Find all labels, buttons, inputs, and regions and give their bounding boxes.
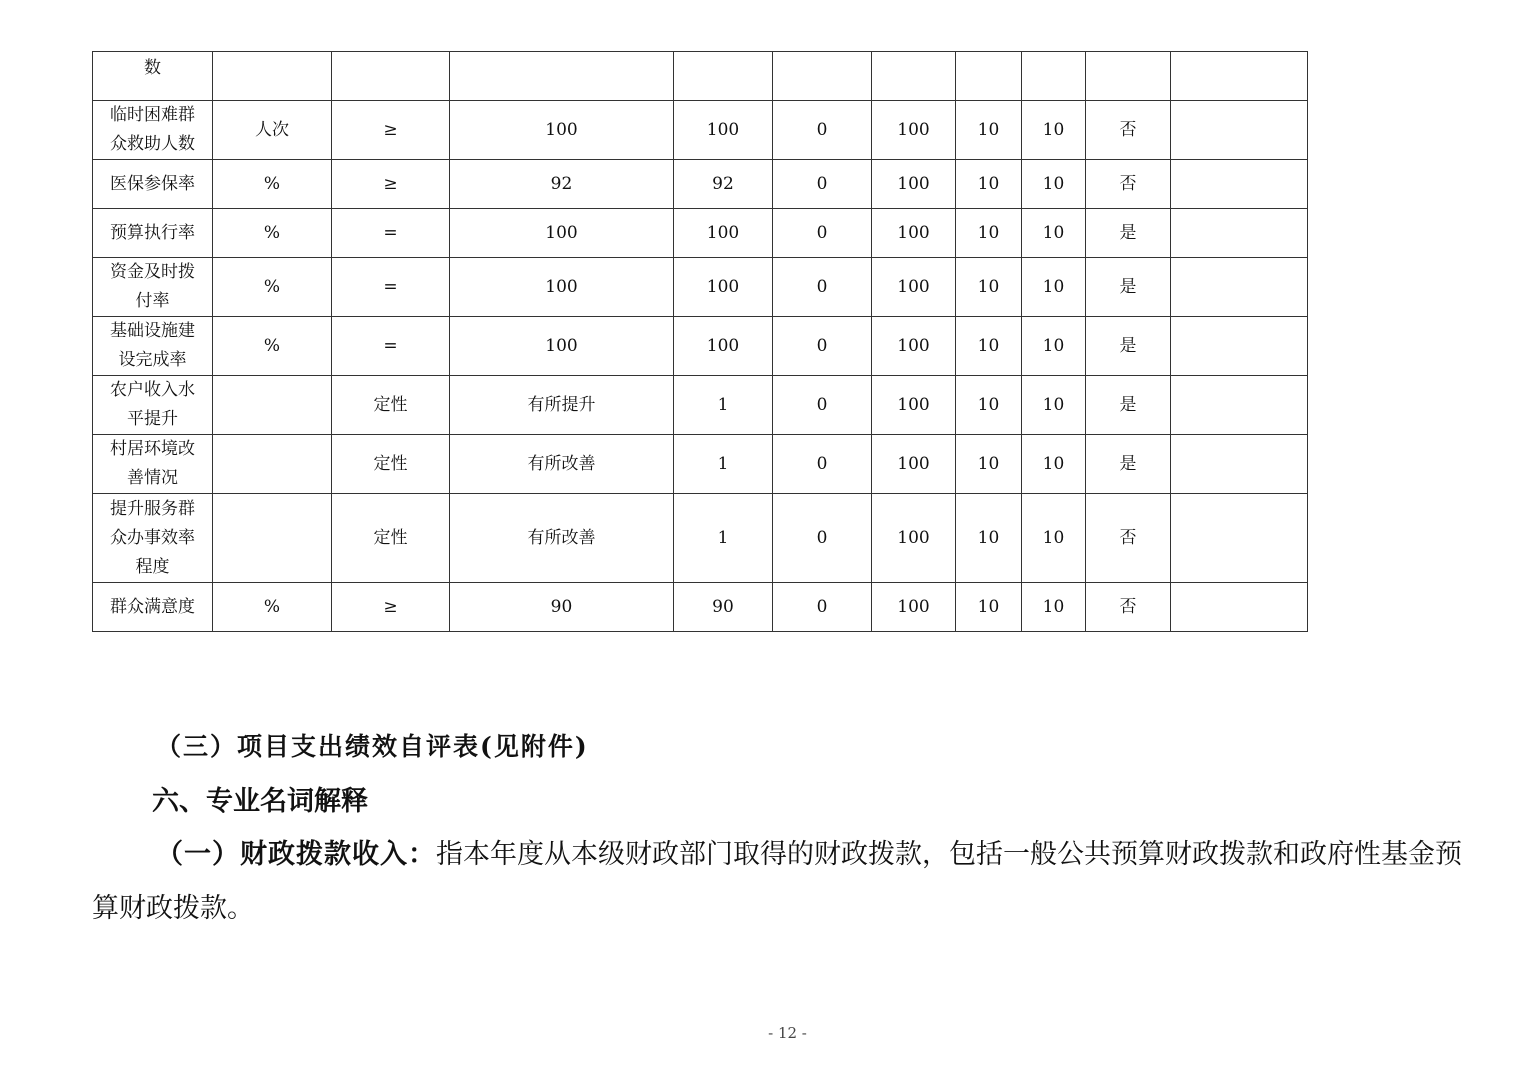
cell-operator: ≥: [332, 160, 450, 209]
cell-indicator-name: 数: [93, 52, 213, 101]
cell-indicator-name: 临时困难群 众救助人数: [93, 101, 213, 160]
cell-score-rate: 100: [872, 317, 956, 376]
cell-operator: [332, 52, 450, 101]
cell-operator: =: [332, 209, 450, 258]
table-row: [93, 160, 1308, 209]
cell-weight: 10: [956, 160, 1022, 209]
cell-score: 10: [1022, 101, 1086, 160]
cell-remarks: [1171, 52, 1308, 101]
cell-remarks: [1171, 376, 1308, 435]
cell-target-value: 有所改善: [450, 435, 674, 494]
definition-text: 指本年度从本级财政部门取得的财政拨款，包括一般公共预算财政拨款和政府性基金预算财政拨款。: [92, 839, 1462, 924]
performance-indicator-table: [92, 51, 1308, 632]
cell-indicator-name: 农户收入水 平提升: [93, 376, 213, 435]
cell-deviation: 0: [773, 435, 872, 494]
cell-weight: 10: [956, 101, 1022, 160]
section-heading-glossary: 六、专业名词解释: [152, 786, 368, 817]
cell-is-core: 否: [1086, 101, 1171, 160]
page-number: - 12 -: [768, 1024, 807, 1042]
cell-score-rate: 100: [872, 583, 956, 632]
cell-actual-value: 1: [674, 494, 773, 583]
cell-target-value: 100: [450, 101, 674, 160]
cell-operator: 定性: [332, 494, 450, 583]
definition-paragraph: [92, 828, 1482, 936]
cell-score: 10: [1022, 435, 1086, 494]
cell-actual-value: 100: [674, 101, 773, 160]
sub-heading-self-evaluation: （三）项目支出绩效自评表(见附件): [156, 732, 589, 761]
cell-unit: %: [213, 258, 332, 317]
cell-actual-value: 90: [674, 583, 773, 632]
cell-target-value: 有所改善: [450, 494, 674, 583]
cell-target-value: 有所提升: [450, 376, 674, 435]
table-row: [93, 435, 1308, 494]
cell-deviation: 0: [773, 101, 872, 160]
cell-score-rate: 100: [872, 160, 956, 209]
cell-is-core: 是: [1086, 435, 1171, 494]
table-row: [93, 258, 1308, 317]
cell-score-rate: 100: [872, 101, 956, 160]
cell-weight: 10: [956, 317, 1022, 376]
definition-term: （一）财政拨款收入：: [156, 839, 436, 870]
cell-indicator-name: 预算执行率: [93, 209, 213, 258]
cell-score: [1022, 52, 1086, 101]
cell-weight: [956, 52, 1022, 101]
cell-score-rate: 100: [872, 494, 956, 583]
cell-weight: 10: [956, 583, 1022, 632]
cell-actual-value: 1: [674, 376, 773, 435]
cell-operator: ≥: [332, 101, 450, 160]
cell-actual-value: 100: [674, 209, 773, 258]
table-row: [93, 317, 1308, 376]
cell-remarks: [1171, 209, 1308, 258]
table-row: [93, 583, 1308, 632]
cell-score: 10: [1022, 376, 1086, 435]
table-body: [93, 52, 1308, 632]
cell-unit: %: [213, 160, 332, 209]
cell-operator: =: [332, 317, 450, 376]
cell-indicator-name: 资金及时拨 付率: [93, 258, 213, 317]
cell-actual-value: [674, 52, 773, 101]
cell-remarks: [1171, 160, 1308, 209]
table-row: [93, 494, 1308, 583]
cell-indicator-name: 群众满意度: [93, 583, 213, 632]
cell-is-core: 是: [1086, 209, 1171, 258]
cell-weight: 10: [956, 376, 1022, 435]
cell-indicator-name: 基础设施建 设完成率: [93, 317, 213, 376]
cell-weight: 10: [956, 258, 1022, 317]
cell-score: 10: [1022, 209, 1086, 258]
table-row: [93, 52, 1308, 101]
cell-deviation: 0: [773, 258, 872, 317]
cell-indicator-name: 医保参保率: [93, 160, 213, 209]
cell-deviation: 0: [773, 494, 872, 583]
cell-score: 10: [1022, 258, 1086, 317]
cell-actual-value: 92: [674, 160, 773, 209]
cell-unit: 人次: [213, 101, 332, 160]
cell-target-value: 100: [450, 317, 674, 376]
cell-remarks: [1171, 258, 1308, 317]
cell-actual-value: 1: [674, 435, 773, 494]
cell-weight: 10: [956, 494, 1022, 583]
cell-target-value: [450, 52, 674, 101]
cell-score: 10: [1022, 160, 1086, 209]
cell-weight: 10: [956, 209, 1022, 258]
cell-score-rate: 100: [872, 258, 956, 317]
cell-deviation: 0: [773, 376, 872, 435]
cell-remarks: [1171, 583, 1308, 632]
table-row: [93, 101, 1308, 160]
cell-actual-value: 100: [674, 258, 773, 317]
cell-unit: [213, 376, 332, 435]
cell-unit: [213, 52, 332, 101]
cell-indicator-name: 村居环境改 善情况: [93, 435, 213, 494]
cell-is-core: [1086, 52, 1171, 101]
cell-unit: [213, 435, 332, 494]
cell-score-rate: 100: [872, 376, 956, 435]
cell-unit: %: [213, 209, 332, 258]
cell-is-core: 否: [1086, 494, 1171, 583]
cell-is-core: 是: [1086, 317, 1171, 376]
table-row: [93, 376, 1308, 435]
cell-remarks: [1171, 317, 1308, 376]
cell-is-core: 是: [1086, 258, 1171, 317]
cell-score: 10: [1022, 494, 1086, 583]
cell-operator: 定性: [332, 435, 450, 494]
cell-remarks: [1171, 435, 1308, 494]
cell-weight: 10: [956, 435, 1022, 494]
table-row: [93, 209, 1308, 258]
cell-deviation: 0: [773, 160, 872, 209]
cell-remarks: [1171, 494, 1308, 583]
cell-score: 10: [1022, 583, 1086, 632]
cell-remarks: [1171, 101, 1308, 160]
cell-indicator-name: 提升服务群 众办事效率 程度: [93, 494, 213, 583]
cell-unit: [213, 494, 332, 583]
cell-score-rate: 100: [872, 209, 956, 258]
cell-is-core: 否: [1086, 583, 1171, 632]
cell-operator: ≥: [332, 583, 450, 632]
cell-deviation: 0: [773, 317, 872, 376]
cell-target-value: 100: [450, 209, 674, 258]
cell-target-value: 100: [450, 258, 674, 317]
cell-score: 10: [1022, 317, 1086, 376]
cell-deviation: 0: [773, 583, 872, 632]
cell-operator: 定性: [332, 376, 450, 435]
cell-is-core: 否: [1086, 160, 1171, 209]
cell-deviation: 0: [773, 209, 872, 258]
cell-unit: %: [213, 583, 332, 632]
cell-deviation: [773, 52, 872, 101]
cell-target-value: 90: [450, 583, 674, 632]
cell-operator: =: [332, 258, 450, 317]
cell-score-rate: [872, 52, 956, 101]
cell-target-value: 92: [450, 160, 674, 209]
cell-actual-value: 100: [674, 317, 773, 376]
cell-score-rate: 100: [872, 435, 956, 494]
cell-is-core: 是: [1086, 376, 1171, 435]
cell-unit: %: [213, 317, 332, 376]
